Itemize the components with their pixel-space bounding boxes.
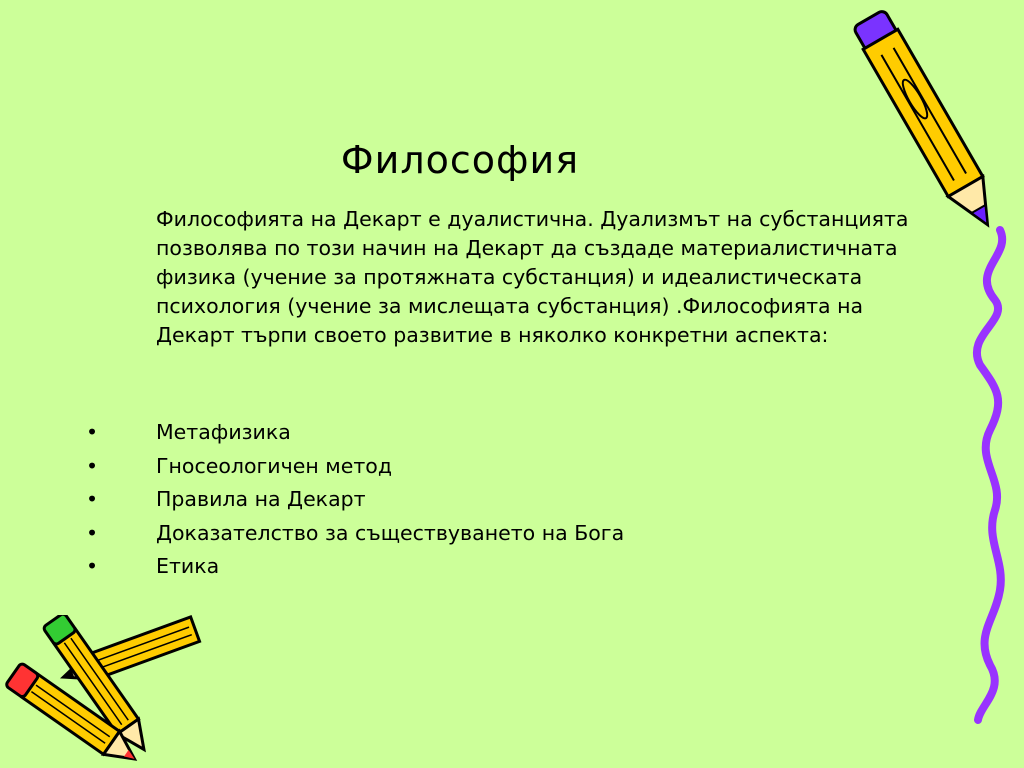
bullet-icon: • xyxy=(86,554,99,578)
list-item xyxy=(86,550,624,584)
list-item-label: Доказателство за съществуването на Бога xyxy=(156,520,625,545)
list-item xyxy=(86,483,624,517)
list-item xyxy=(86,450,624,484)
squiggle-line xyxy=(950,225,1020,725)
list-item-label: Правила на Декарт xyxy=(156,487,366,511)
bullet-icon: • xyxy=(86,520,99,545)
list-item xyxy=(86,416,624,450)
bullet-icon: • xyxy=(86,487,99,511)
list-item-label: Гносеологичен метод xyxy=(156,453,392,478)
slide-title: Философия xyxy=(340,138,580,182)
list-item xyxy=(86,517,624,551)
intro-paragraph: Философията на Декарт е дуалистична. Дуализмът на субстанцията позволява по този начин на Декарт да създаде материалистичната физика (учение за протяжната субстанция) и идеалистическата психология (учение за мислещата субстанция) .Философията на Декарт търпи своето развитие в няколко конкретни аспекта: xyxy=(156,207,909,347)
list-item-label: Метафизика xyxy=(156,420,291,444)
bullet-icon: • xyxy=(86,453,99,478)
list-item-label: Етика xyxy=(156,554,220,578)
bullet-list xyxy=(86,416,624,584)
bullet-icon: • xyxy=(86,420,99,444)
crossed-pencils-icon xyxy=(0,615,210,765)
